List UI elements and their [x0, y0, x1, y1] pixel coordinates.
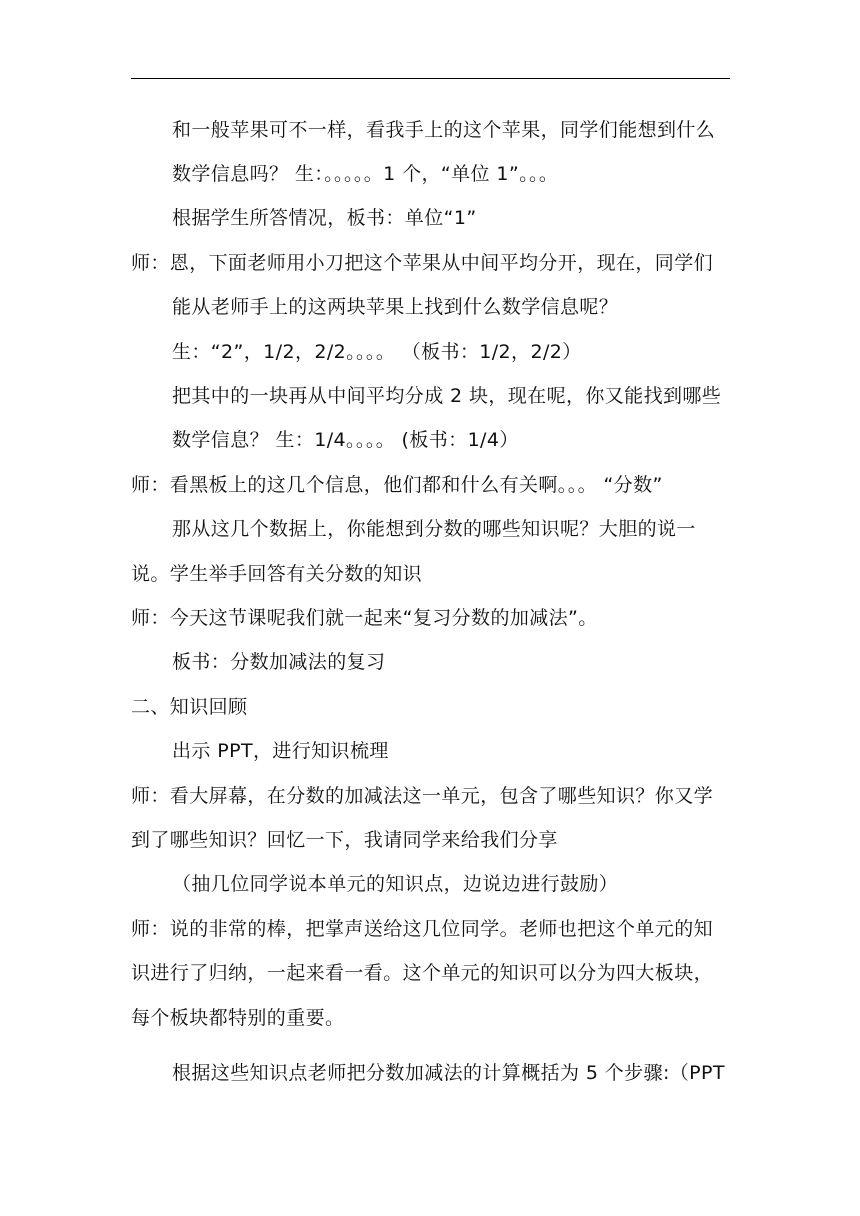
text-line: 到了哪些知识？回忆一下，我请同学来给我们分享 [131, 829, 558, 851]
text-line: 师：看大屏幕，在分数的加减法这一单元，包含了哪些知识？你又学 [131, 785, 714, 807]
text-line: 师：恩，下面老师用小刀把这个苹果从中间平均分开，现在，同学们 [131, 252, 714, 274]
text-line: 板书：分数加减法的复习 [172, 651, 386, 673]
text-line: 数学信息？ 生：1/4。。。。 (板书：1/4） [172, 429, 519, 451]
text-line: 根据学生所答情况，板书：单位“1” [172, 207, 477, 229]
text-line: 每个板块都特别的重要。 [131, 1007, 345, 1029]
text-line: 数学信息吗？ 生：。。。。。1 个，“单位 1”。。。 [172, 163, 559, 185]
text-line: 师：说的非常的棒，把掌声送给这几位同学。老师也把这个单元的知 [131, 918, 714, 940]
section-heading: 二、知识回顾 [131, 696, 248, 718]
text-line: 师：今天这节课呢我们就一起来“复习分数的加减法”。 [131, 607, 598, 629]
text-line: 出示 PPT，进行知识梳理 [172, 740, 389, 762]
text-line: 师：看黑板上的这几个信息，他们都和什么有关啊。。。 “分数” [131, 474, 663, 496]
header-rule [131, 78, 730, 79]
text-line: 生：“2”，1/2，2/2。。。。 （板书：1/2，2/2） [172, 341, 582, 363]
text-line: 说。学生举手回答有关分数的知识 [131, 563, 423, 585]
text-line: 那从这几个数据上，你能想到分数的哪些知识呢？大胆的说一 [172, 518, 696, 540]
text-line: （抽几位同学说本单元的知识点，边说边进行鼓励） [172, 873, 619, 895]
text-line: 和一般苹果可不一样，看我手上的这个苹果，同学们能想到什么 [172, 119, 716, 141]
text-line: 根据这些知识点老师把分数加减法的计算概括为 5 个步骤:（PPT [172, 1062, 725, 1084]
text-line: 识进行了归纳，一起来看一看。这个单元的知识可以分为四大板块， [131, 962, 714, 984]
text-line: 能从老师手上的这两块苹果上找到什么数学信息呢？ [172, 296, 619, 318]
text-line: 把其中的一块再从中间平均分成 2 块，现在呢，你又能找到哪些 [172, 385, 722, 407]
